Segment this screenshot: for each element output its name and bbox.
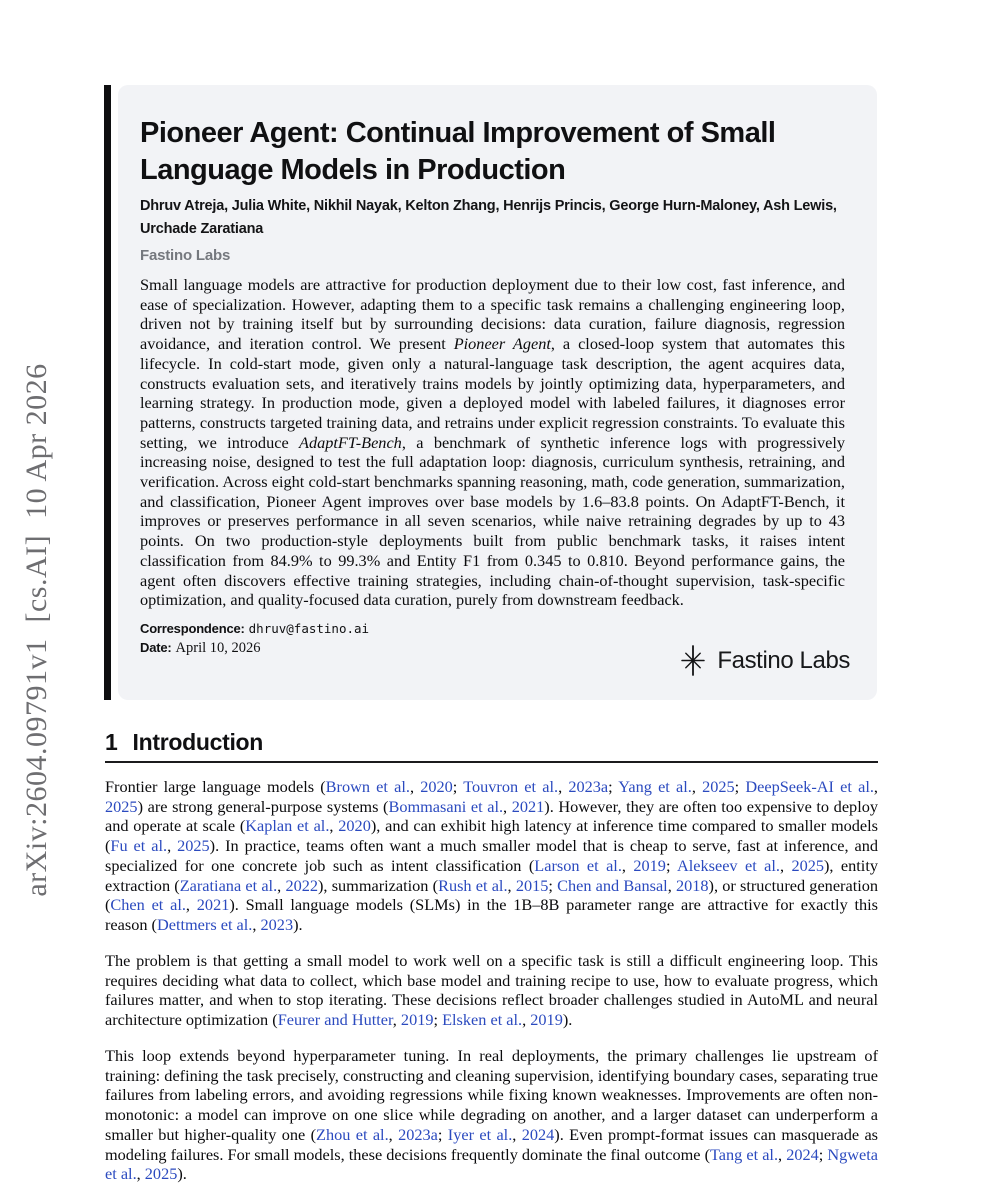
body-text: ; [665, 855, 677, 875]
citation-link[interactable]: 2021 [511, 796, 545, 816]
citation-link[interactable]: Fu et al. [110, 836, 168, 856]
body-text: , [778, 1144, 787, 1164]
citation-link[interactable]: 2015 [515, 875, 549, 895]
citation-link[interactable]: Touvron et al. [463, 777, 559, 796]
citation-link[interactable]: Dettmers et al. [156, 914, 253, 934]
correspondence-label: Correspondence: [140, 620, 245, 636]
citation-link[interactable]: Chen and Bansal [557, 875, 668, 895]
date-value: April 10, 2026 [175, 640, 261, 657]
body-text: This loop extends beyond hyperparameter tuning. In real deployments, the primary challenges lie upstream of training: defining the task precisely, constructing and cleaning supervision, identifying boundary cases, separating true failures from labeling errors, and avoiding regressions while fixing known weaknesses. Improvements are often non-monotonic: a model can improve on one slice while degrading on another, and a larger dataset can underperform a smaller but higher-quality one ( [105, 1046, 878, 1144]
body-text: ; [548, 875, 558, 895]
abstract-text [140, 275, 845, 610]
body-text: , [185, 895, 197, 915]
date-label: Date: [140, 640, 172, 656]
citation-link[interactable]: 2019 [400, 1010, 434, 1030]
body-text: , [252, 914, 261, 934]
body-text: ), summarization ( [318, 875, 439, 895]
body-text: ). However, they are often too expensive to deploy and operate at scale ( [105, 796, 878, 836]
affiliation: Fastino Labs [140, 247, 231, 264]
body-text: , [167, 836, 178, 856]
intro-paragraph-3 [105, 1046, 878, 1184]
body-text: , [873, 777, 878, 796]
body-text: , [512, 1124, 522, 1144]
body-text: Frontier large language models ( [105, 777, 326, 796]
body-text: , a benchmark of synthetic inference logs with progressively increasing noise, designed to test the full adaptation loop: diagnosis, curriculum synthesis, retraining, and verification. Across eight cold-start benchmarks spanning reasoning, math, code generation, summarization, and classification, Pioneer Agent improves over base models by 1.6–83.8 points. On AdaptFT-Bench, it improves or preserves performance in all seven scenarios, while naive retraining degrades by up to 43 points. On two production-style deployments built from public benchmark tasks, it raises intent classification from 84.9% to 99.3% and Entity F1 from 0.345 to 0.810. Beyond performance gains, the agent often discovers effective training strategies, including chain-of-thought supervision, task-specific optimization, and quality-focused data curation, purely from downstream feedback. [140, 432, 846, 610]
body-text: ; [433, 1010, 443, 1030]
body-text: , a closed-loop system that automates this lifecycle. In cold-start mode, given only a natural-language task description, the agent acquires data, constructs evaluation sets, and iteratively trains models by jointly optimizing data, hyperparameters, and learning strategy. In production mode, given a deployed model with labeled failures, it diagnoses error patterns, constructs targeted training data, and retrains under explicit regression constraints. To evaluate this setting, we introduce [140, 334, 845, 452]
citation-link[interactable]: Rush et al. [438, 875, 508, 895]
citation-link[interactable]: 2020 [338, 816, 371, 836]
body-text: , [667, 875, 676, 895]
citation-link[interactable]: 2024 [786, 1144, 819, 1164]
citation-link[interactable]: Zhou et al. [316, 1124, 389, 1144]
main-column [105, 728, 878, 1200]
body-text: ). [177, 1164, 187, 1184]
intro-paragraph-2 [105, 951, 878, 1030]
citation-link[interactable]: 2024 [521, 1124, 555, 1144]
citation-link[interactable]: 2021 [196, 895, 230, 915]
citation-link[interactable]: Tang et al. [710, 1144, 779, 1164]
body-text: The problem is that getting a small model to work well on a specific task is still a difficult engineering loop. This requires deciding what data to collect, which base model and training recipe to use, how to evaluate progress, which failures matter, and when to stop iterating. These decisions reflect broader challenges studied in AutoML and neural architecture optimization ( [105, 950, 878, 1030]
body-text: , [136, 1164, 145, 1184]
section-title: Introduction [132, 729, 264, 755]
body-text: , [388, 1124, 399, 1144]
citation-link[interactable]: 2023a [568, 777, 609, 796]
body-text: , [503, 796, 512, 816]
emphasis-text: Pioneer Agent [453, 334, 551, 354]
author-list: Dhruv Atreja, Julia White, Nikhil Nayak, Kelton Zhang, Henrijs Princis, George Hurn-Maloney, Ash Lewis, Urchade Zaratiana [140, 198, 837, 237]
citation-link[interactable]: 2025 [105, 796, 138, 816]
body-text: ; [734, 777, 746, 796]
citation-link[interactable]: 2025 [702, 777, 735, 796]
star-asterisk-icon [678, 645, 708, 676]
citation-link[interactable]: 2023a [398, 1124, 438, 1144]
citation-link[interactable]: Larson et al. [534, 855, 622, 875]
correspondence-line [140, 619, 845, 639]
citation-link[interactable]: DeepSeek-AI et al. [745, 777, 874, 796]
citation-link[interactable]: Kaplan et al. [245, 816, 330, 836]
arxiv-stamp: arXiv:2604.09791v1 [cs.AI] 10 Apr 2026 [20, 363, 53, 897]
citation-link[interactable]: Chen et al. [110, 895, 186, 915]
citation-link[interactable]: Brown et al. [325, 777, 410, 796]
section-number: 1 [105, 729, 118, 755]
citation-link[interactable]: 2023 [260, 914, 294, 934]
citation-link[interactable]: Yang et al. [618, 777, 692, 796]
citation-link[interactable]: Ngweta et al. [105, 1144, 878, 1184]
citation-link[interactable]: 2020 [420, 777, 453, 796]
section-heading-introduction [105, 728, 878, 756]
body-text: , [392, 1010, 401, 1030]
logo-wordmark: Fastino Labs [717, 646, 850, 674]
citation-link[interactable]: 2018 [675, 875, 709, 895]
body-text: , [779, 855, 792, 875]
body-text: ; [608, 777, 619, 796]
citation-link[interactable]: Bommasani et al. [388, 796, 504, 816]
body-text: ) are strong general-purpose systems ( [137, 796, 389, 816]
body-text: , [691, 777, 703, 796]
body-text: ). Even prompt-format issues can masquerade as modeling failures. For small models, these decisions frequently dominate the final outcome ( [105, 1124, 879, 1164]
body-text: , [621, 855, 634, 875]
body-text: , [558, 777, 569, 796]
citation-link[interactable]: 2022 [285, 875, 318, 895]
body-text: , [277, 875, 286, 895]
body-text: ). [562, 1010, 573, 1030]
citation-link[interactable]: Alekseev et al. [676, 855, 780, 875]
body-text: ), entity extraction ( [105, 855, 878, 895]
citation-link[interactable]: 2019 [530, 1010, 563, 1030]
correspondence-email-link[interactable]: dhruv@fastino.ai [248, 620, 370, 636]
body-text: , [409, 777, 421, 796]
body-text: ). Small language models (SLMs) in the 1B–8B parameter range are attractive for exactly this reason ( [105, 895, 879, 934]
citation-link[interactable]: 2025 [144, 1164, 178, 1184]
citation-link[interactable]: 2025 [177, 836, 210, 856]
body-text: , [329, 816, 339, 836]
intro-paragraph-1 [105, 777, 878, 935]
emphasis-text: AdaptFT-Bench [299, 432, 402, 452]
abstract-card [118, 85, 877, 700]
body-text: ). In practice, teams often want a much smaller model that is cheap to serve, fast at inference, and specialized for one concrete job such as intent classification ( [105, 836, 879, 875]
citation-link[interactable]: Elsken et al. [442, 1010, 523, 1030]
abstract-accent-bar [104, 85, 111, 700]
paper-title: Pioneer Agent: Continual Improvement of Small Language Models in Production [140, 117, 776, 186]
body-text: , [507, 875, 516, 895]
citation-link[interactable]: Feurer and Hutter [277, 1010, 393, 1030]
citation-link[interactable]: Zaratiana et al. [179, 875, 278, 895]
body-text: ; [437, 1124, 448, 1144]
body-text: ), or structured generation ( [105, 875, 879, 915]
citation-link[interactable]: 2025 [791, 855, 825, 875]
citation-link[interactable]: Iyer et al. [447, 1124, 513, 1144]
body-text: ), and can exhibit high latency at inference time compared to smaller models ( [105, 816, 879, 856]
fastino-labs-logo [678, 645, 850, 676]
body-text: ). [293, 914, 303, 934]
body-text: Small language models are attractive for production deployment due to their low cost, fast inference, and ease of specialization. However, adapting them to a specific task remains a challenging engineering loop, driven not by training itself but by surrounding decisions: data curation, failure diagnosis, regression avoidance, and iteration control. We present [140, 275, 845, 354]
body-text: ; [818, 1144, 828, 1164]
body-text: ; [452, 777, 464, 796]
citation-link[interactable]: 2019 [633, 855, 666, 875]
body-text: , [522, 1010, 531, 1030]
section-rule [105, 761, 878, 763]
